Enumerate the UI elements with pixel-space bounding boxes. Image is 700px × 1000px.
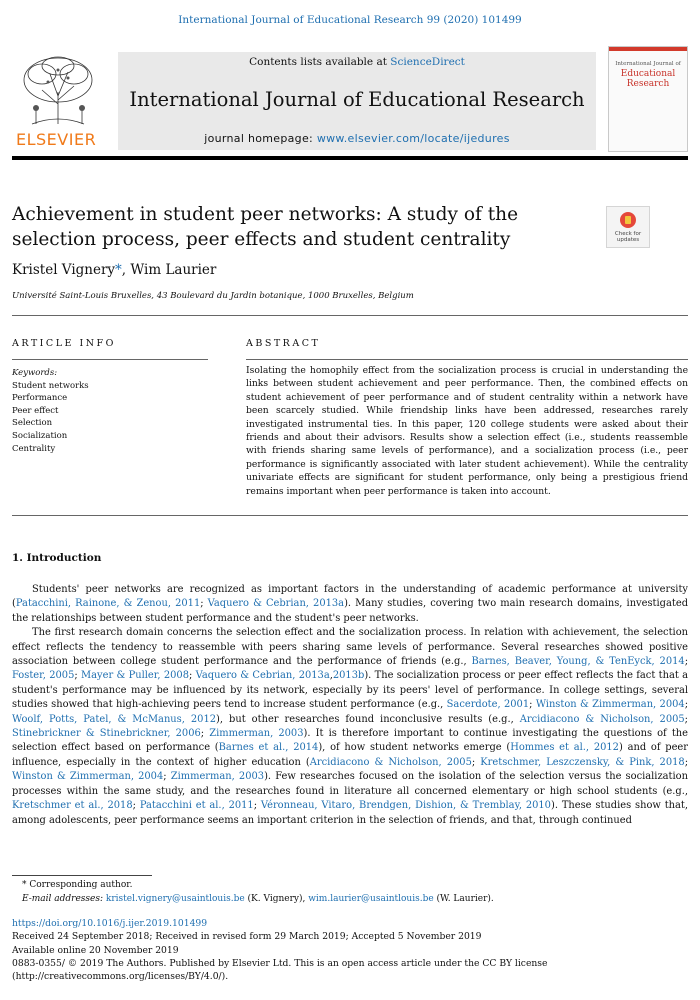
- paragraph-text: The first research domain concerns the selection effect and the socialization process. In relation with achievement, the selection effect reflects the tendency to reassemble with peers sharing same levels of performance. Several researches showed positive association between college student performance and the performance of friends (e.g.,: [12, 627, 688, 668]
- paragraph-text: ), of how student networks emerge (: [318, 742, 511, 754]
- email-addresses: [22, 893, 494, 907]
- article-info-heading: ARTICLE INFO: [12, 338, 116, 349]
- paragraph-text: ;: [684, 656, 689, 668]
- elsevier-wordmark: ELSEVIER: [16, 130, 97, 149]
- paragraph-text: ;: [253, 800, 261, 812]
- license-url[interactable]: (http://creativecommons.org/licenses/BY/4.0/).: [12, 971, 229, 983]
- paragraph-text: ;: [200, 728, 210, 740]
- paragraph-text: ), but other researches found inconclusive results (e.g.,: [216, 713, 520, 725]
- keywords-block: [12, 367, 212, 455]
- keyword-item: Socialization: [12, 430, 68, 441]
- author-name[interactable]: Wim Laurier: [130, 262, 217, 278]
- citation-link[interactable]: Arcidiacono & Nicholson, 2005: [519, 713, 685, 725]
- keyword-item: Performance: [12, 393, 68, 404]
- citation-link[interactable]: Kretschmer, Leszczensky, & Pink, 2018: [480, 756, 685, 768]
- footnote-mark: *: [22, 880, 27, 890]
- introduction-paragraph-1: [12, 583, 688, 626]
- paragraph-text: ;: [189, 670, 196, 682]
- paragraph-text: ;: [684, 756, 689, 768]
- paragraph-text: ). Few researches focused on the isolation of the selection versus the socialization processes within the same study, and the researches found in literature all concerned elementary or high school students (e.g.,: [12, 771, 688, 797]
- email-label: E-mail addresses:: [22, 893, 106, 904]
- bibliographic-info: [12, 917, 547, 983]
- cover-title: Educational Research: [620, 69, 676, 89]
- citation-link[interactable]: Zimmerman, 2003: [209, 728, 304, 740]
- author-separator: ,: [121, 262, 131, 278]
- paragraph-text: ;: [471, 756, 481, 768]
- citation-link[interactable]: Patacchini, Rainone, & Zenou, 2011: [15, 598, 201, 610]
- introduction-paragraph-2: [12, 626, 688, 828]
- homepage-prefix: journal homepage:: [204, 132, 317, 145]
- journal-cover-thumbnail[interactable]: [608, 46, 688, 152]
- paragraph-text: ;: [529, 699, 536, 711]
- crossmark-label: Check for updates: [614, 231, 642, 243]
- paragraph-text: ). The socialization process or peer effect reflects the fact that a student's performance may be influenced by its network, especially by its peers' level of performance. In college settings, several studies showed that high-achieving peers tend to increase student performance (e.g.,: [12, 670, 689, 711]
- citation-link[interactable]: Winston & Zimmerman, 2004: [12, 771, 164, 783]
- sciencedirect-link[interactable]: ScienceDirect: [390, 56, 465, 68]
- paragraph-text: Students' peer networks are recognized as important factors in the understanding of academic performance at university (: [12, 584, 688, 610]
- paragraph-text: ). It is therefore important to continue investigating the questions of the selection effect based on performance (: [12, 728, 688, 754]
- email-link[interactable]: kristel.vignery@usaintlouis.be: [105, 893, 245, 904]
- journal-masthead: [12, 52, 688, 150]
- affiliation: Université Saint-Louis Bruxelles, 43 Boulevard du Jardin botanique, 1000 Bruxelles, Belgium: [12, 291, 414, 301]
- paragraph-text: ;: [684, 713, 688, 725]
- keyword-item: Centrality: [12, 443, 56, 454]
- paragraph-text: ;: [163, 771, 171, 783]
- paragraph-text: ;: [74, 670, 82, 682]
- cover-bar: [609, 47, 687, 51]
- footnotes: [22, 879, 494, 906]
- citation-link[interactable]: Foster, 2005: [12, 670, 75, 682]
- author-name[interactable]: Kristel Vignery: [12, 262, 116, 278]
- paragraph-text: ) and of peer influence, especially in the context of higher education (: [12, 742, 688, 768]
- check-for-updates-badge[interactable]: [606, 206, 650, 248]
- keyword-item: Selection: [12, 418, 53, 429]
- corresponding-label: Corresponding author.: [29, 880, 133, 890]
- header-divider: [12, 315, 688, 316]
- citation-link[interactable]: Sacerdote, 2001: [446, 699, 530, 711]
- citation-link[interactable]: Mayer & Puller, 2008: [81, 670, 189, 682]
- citation-link[interactable]: Winston & Zimmerman, 2004: [535, 699, 685, 711]
- elsevier-tree-logo: [12, 52, 104, 150]
- paragraph-text: ). Many studies, covering two main research domains, investigated the relationships between student performance and the student's peer networks.: [12, 598, 689, 624]
- journal-homepage-link[interactable]: www.elsevier.com/locate/ijedures: [316, 132, 510, 145]
- article-info-divider: [12, 359, 208, 360]
- doi-link[interactable]: https://doi.org/10.1016/j.ijer.2019.101499: [12, 918, 208, 929]
- available-online: Available online 20 November 2019: [12, 944, 179, 956]
- keywords-label: Keywords:: [12, 368, 58, 378]
- article-title: Achievement in student peer networks: A study of the selection process, peer effects and student centrality: [12, 204, 519, 250]
- citation-link[interactable]: Vaquero & Cebrian, 2013a: [195, 670, 330, 682]
- section-heading-introduction: 1. Introduction: [12, 552, 102, 564]
- abstract-bottom-divider: [12, 515, 688, 516]
- cover-small-text: International Journal of: [615, 61, 681, 67]
- citation-link[interactable]: Véronneau, Vitaro, Brendgen, Dishion, & Tremblay, 2010: [260, 800, 551, 812]
- citation-link[interactable]: 2013b: [332, 670, 365, 682]
- journal-citation-link[interactable]: International Journal of Educational Research 99 (2020) 101499: [178, 14, 522, 26]
- paragraph-text: ;: [200, 598, 208, 610]
- journal-homepage-line: [118, 132, 596, 145]
- author-list: [12, 262, 216, 278]
- citation-link[interactable]: Vaquero & Cebrian, 2013a: [207, 598, 345, 610]
- crossmark-icon: [620, 212, 636, 228]
- keyword-item: Student networks: [12, 380, 89, 391]
- journal-name: International Journal of Educational Research: [129, 88, 585, 111]
- corresponding-author-mark[interactable]: *: [115, 262, 122, 278]
- email-link[interactable]: wim.laurier@usaintlouis.be: [308, 893, 434, 904]
- abstract-text: Isolating the homophily effect from the socialization process is crucial in understanding the links between student achievement and peer performance. Then, the combined effects on student achievement of peer performance and of student centrality within a network have been scarcely studied. While friendship links have been addressed, researches rarely investigated instrumental ties. In this paper, 120 college students were asked about their friends and about their advisors. Results show a selection effect (i.e., students reassemble with friends sharing same levels of performance), and a socialization process (i.e., peer performance is significantly associated with later student achievement). While the centrality univariate effects are significant for student performance, only being a prestigious friend remains important when peer performance is taken into account.: [246, 365, 688, 497]
- citation-link[interactable]: Patacchini et al., 2011: [139, 800, 254, 812]
- citation-link[interactable]: Hommes et al., 2012: [510, 742, 619, 754]
- email-owner: (K. Vignery),: [244, 893, 309, 904]
- citation-link[interactable]: Kretschmer et al., 2018: [12, 800, 133, 812]
- abstract-divider: [246, 359, 688, 360]
- contents-line: [118, 56, 596, 68]
- contents-prefix: Contents lists available at: [249, 56, 391, 68]
- paragraph-text: ;: [684, 699, 689, 711]
- footnote-rule: [12, 875, 152, 876]
- introduction-body: [12, 583, 688, 828]
- citation-link[interactable]: Arcidiacono & Nicholson, 2005: [309, 756, 472, 768]
- email-owner: (W. Laurier).: [433, 893, 494, 904]
- citation-link[interactable]: Barnes et al., 2014: [218, 742, 319, 754]
- corresponding-author-note: [22, 879, 494, 893]
- license-statement: 0883-0355/ © 2019 The Authors. Published by Elsevier Ltd. This is an open access article under the CC BY license: [12, 957, 548, 969]
- paragraph-text: ,: [329, 670, 333, 682]
- paragraph-text: ;: [132, 800, 140, 812]
- masthead-band: [118, 52, 596, 150]
- keyword-item: Peer effect: [12, 405, 59, 416]
- abstract-heading: ABSTRACT: [246, 338, 321, 349]
- citation-link[interactable]: Zimmerman, 2003: [170, 771, 265, 783]
- citation-link[interactable]: Woolf, Potts, Patel, & McManus, 2012: [12, 713, 217, 725]
- citation-link[interactable]: Barnes, Beaver, Young, & TenEyck, 2014: [471, 656, 685, 668]
- received-dates: Received 24 September 2018; Received in revised form 29 March 2019; Accepted 5 November 2019: [12, 931, 482, 943]
- paragraph-text: ). These studies show that, among adolescents, peer performance seems an important criterion in the selection of friends, and that, through continued: [12, 800, 689, 826]
- citation-link[interactable]: Stinebrickner & Stinebrickner, 2006: [12, 728, 201, 740]
- masthead-rule: [12, 156, 688, 160]
